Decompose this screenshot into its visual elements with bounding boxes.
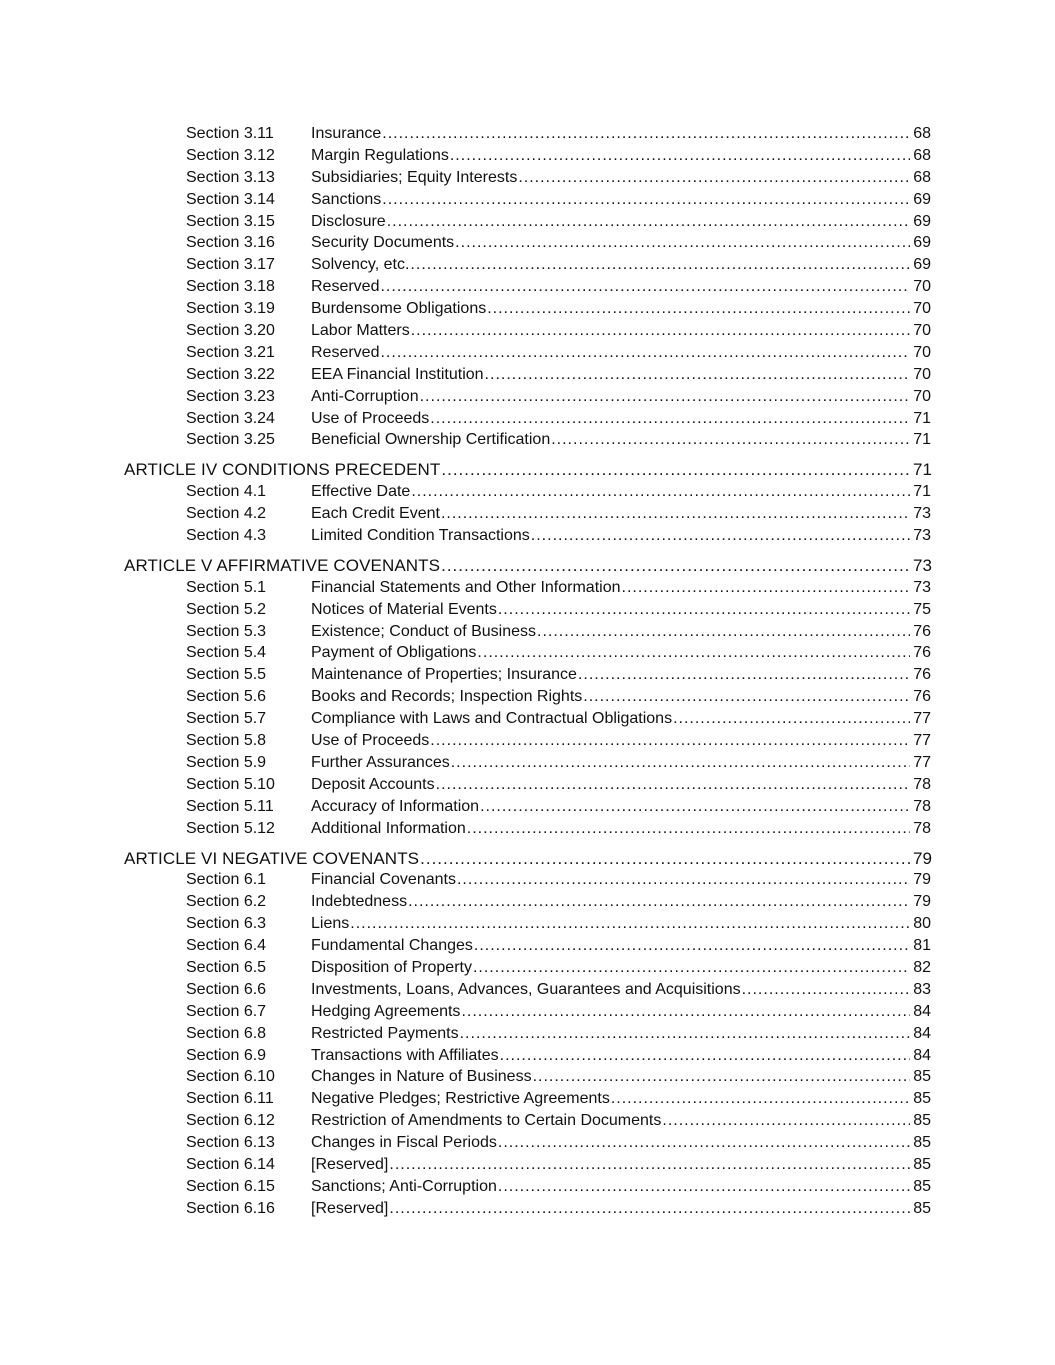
page-number: 81 [913, 937, 931, 955]
page-number: 80 [913, 915, 931, 933]
page-number: 70 [913, 387, 931, 405]
section-number: Section 3.11 [186, 125, 274, 142]
toc-section-entry[interactable] [0, 232, 1055, 254]
entry-title: Labor Matters [311, 322, 410, 340]
dot-leader [487, 298, 910, 320]
entry-title: Reserved [311, 343, 380, 361]
entry-title: Solvency, etc. [311, 256, 410, 274]
page-number: 77 [913, 710, 931, 728]
dot-leader [441, 459, 910, 481]
page-number: 85 [913, 1090, 931, 1108]
entry-title: Insurance [311, 125, 382, 142]
entry-title: [Reserved] [311, 1199, 389, 1217]
section-number: Section 5.3 [186, 622, 267, 640]
dot-leader [673, 708, 910, 730]
page-number: 78 [913, 775, 931, 793]
dot-leader [477, 642, 910, 664]
toc-section-entry[interactable] [0, 429, 1055, 451]
page-number: 70 [913, 343, 931, 361]
dot-leader [420, 386, 910, 408]
section-number: Section 5.11 [186, 797, 274, 815]
entry-title: Security Documents [311, 234, 455, 252]
section-number: Section 5.6 [186, 688, 267, 706]
entry-title: Changes in Nature of Business [311, 1068, 532, 1086]
dot-leader [533, 1066, 910, 1088]
entry-title: Indebtedness [311, 893, 408, 911]
toc-section-entry[interactable] [0, 481, 1055, 503]
page-number: 77 [913, 753, 931, 771]
section-number: Section 6.12 [186, 1112, 275, 1130]
dot-leader [474, 935, 910, 957]
section-number: Section 3.18 [186, 278, 275, 296]
entry-title: Use of Proceeds [311, 732, 430, 750]
toc-section-entry[interactable] [0, 913, 1055, 935]
page-number: 75 [913, 600, 931, 618]
section-number: Section 6.9 [186, 1046, 267, 1064]
entry-title: Existence; Conduct of Business [311, 622, 537, 640]
dot-leader [662, 1110, 910, 1132]
toc-section-entry[interactable] [0, 752, 1055, 774]
section-number: Section 5.5 [186, 666, 267, 684]
entry-title: Effective Date [311, 483, 411, 501]
toc-section-entry[interactable] [0, 1110, 1055, 1132]
entry-title: Hedging Agreements [311, 1002, 461, 1020]
page-number: 70 [913, 278, 931, 296]
entry-title: Accuracy of Information [311, 797, 480, 815]
section-number: Section 6.16 [186, 1199, 275, 1217]
page-number: 73 [913, 527, 931, 545]
dot-leader [411, 481, 910, 503]
toc-section-entry[interactable] [0, 642, 1055, 664]
entry-title: ARTICLE VI NEGATIVE COVENANTS [124, 848, 420, 868]
toc-section-entry[interactable] [0, 1066, 1055, 1088]
toc-section-entry[interactable] [0, 167, 1055, 189]
entry-title: Reserved [311, 278, 380, 296]
entry-title: Burdensome Obligations [311, 300, 487, 318]
dot-leader [410, 254, 910, 276]
page-number: 69 [913, 212, 931, 230]
dot-leader [436, 774, 910, 796]
section-number: Section 6.1 [186, 871, 267, 889]
dot-leader [389, 1198, 910, 1220]
page-number: 79 [913, 848, 933, 868]
section-number: Section 6.7 [186, 1002, 267, 1020]
entry-title: EEA Financial Institution [311, 365, 484, 383]
dot-leader [387, 211, 910, 233]
toc-section-entry[interactable] [0, 1176, 1055, 1198]
dot-leader [531, 525, 910, 547]
entry-title: Beneficial Ownership Certification [311, 431, 551, 449]
dot-leader [498, 1132, 910, 1154]
page-number: 85 [913, 1134, 931, 1152]
page-number: 77 [913, 732, 931, 750]
section-number: Section 3.15 [186, 212, 275, 230]
toc-section-entry[interactable] [0, 1132, 1055, 1154]
toc-section-entry[interactable] [0, 320, 1055, 342]
dot-leader [380, 276, 910, 298]
section-number: Section 6.4 [186, 937, 267, 955]
entry-title: Changes in Fiscal Periods [311, 1134, 497, 1152]
toc-section-entry[interactable] [0, 1198, 1055, 1220]
page-number: 76 [913, 622, 931, 640]
section-number: Section 6.6 [186, 980, 267, 998]
dot-leader [622, 577, 911, 599]
page-number: 71 [913, 431, 931, 449]
dot-leader [441, 555, 910, 577]
dot-leader [500, 1045, 910, 1067]
toc-section-entry[interactable] [0, 730, 1055, 752]
dot-leader [350, 913, 910, 935]
page-number: 84 [913, 1046, 931, 1064]
dot-leader [441, 503, 910, 525]
entry-title: ARTICLE V AFFIRMATIVE COVENANTS [124, 555, 441, 575]
section-number: Section 5.7 [186, 710, 267, 728]
dot-leader [389, 1154, 910, 1176]
page-number: 69 [913, 256, 931, 274]
dot-leader [460, 1023, 910, 1045]
toc-section-entry[interactable] [0, 408, 1055, 430]
section-number: Section 3.24 [186, 409, 275, 427]
toc-section-entry[interactable] [0, 1045, 1055, 1067]
section-number: Section 3.13 [186, 168, 275, 186]
toc-section-entry[interactable] [0, 503, 1055, 525]
page-number: 70 [913, 300, 931, 318]
section-number: Section 6.10 [186, 1068, 275, 1086]
toc-section-entry[interactable] [0, 1023, 1055, 1045]
page-number: 71 [913, 460, 933, 480]
entry-title: Financial Statements and Other Information [311, 578, 621, 596]
toc-article-entry[interactable] [0, 848, 1055, 870]
page-number: 85 [913, 1155, 931, 1173]
dot-leader [455, 232, 910, 254]
toc-section-entry[interactable] [0, 869, 1055, 891]
toc-section-entry[interactable] [0, 525, 1055, 547]
entry-title: Sanctions; Anti-Corruption [311, 1177, 497, 1195]
page-number: 73 [913, 555, 933, 575]
dot-leader [480, 796, 910, 818]
dot-leader [430, 408, 910, 430]
page-number: 71 [913, 483, 931, 501]
page-number: 76 [913, 688, 931, 706]
table-of-contents [0, 123, 1055, 1220]
section-number: Section 3.19 [186, 300, 275, 318]
section-number: Section 3.16 [186, 234, 275, 252]
page-number: 76 [913, 644, 931, 662]
dot-leader [420, 848, 910, 870]
toc-section-entry[interactable] [0, 599, 1055, 621]
section-number: Section 6.13 [186, 1134, 275, 1152]
entry-title: Margin Regulations [311, 146, 449, 164]
toc-section-entry[interactable] [0, 1154, 1055, 1176]
entry-title: Each Credit Event [311, 505, 440, 523]
page-number: 79 [913, 871, 931, 889]
section-number: Section 3.14 [186, 190, 275, 208]
entry-title: Restricted Payments [311, 1024, 459, 1042]
entry-title: Fundamental Changes [311, 937, 473, 955]
section-number: Section 3.17 [186, 256, 275, 274]
toc-section-entry[interactable] [0, 664, 1055, 686]
toc-section-entry[interactable] [0, 1088, 1055, 1110]
page-number: 84 [913, 1024, 931, 1042]
section-number: Section 6.5 [186, 958, 267, 976]
section-number: Section 6.2 [186, 893, 267, 911]
toc-article-entry[interactable] [0, 459, 1055, 481]
page-number: 73 [913, 578, 931, 596]
section-number: Section 3.22 [186, 365, 275, 383]
section-number: Section 6.8 [186, 1024, 267, 1042]
dot-leader [742, 979, 910, 1001]
dot-leader [551, 429, 910, 451]
entry-title: Transactions with Affiliates [311, 1046, 499, 1064]
entry-title: Deposit Accounts [311, 775, 435, 793]
toc-section-entry[interactable] [0, 774, 1055, 796]
page-number: 85 [913, 1112, 931, 1130]
toc-section-entry[interactable] [0, 189, 1055, 211]
toc-section-entry[interactable] [0, 342, 1055, 364]
toc-section-entry[interactable] [0, 935, 1055, 957]
section-number: Section 3.21 [186, 343, 275, 361]
entry-title: Use of Proceeds [311, 409, 430, 427]
entry-title: Disclosure [311, 212, 386, 230]
entry-title: ARTICLE IV CONDITIONS PRECEDENT [124, 460, 441, 480]
page-number: 71 [913, 409, 931, 427]
toc-section-entry[interactable] [0, 1001, 1055, 1023]
dot-leader [408, 891, 910, 913]
toc-section-entry[interactable] [0, 818, 1055, 840]
section-number: Section 5.8 [186, 732, 267, 750]
dot-leader [382, 123, 910, 145]
entry-title: Maintenance of Properties; Insurance [311, 666, 577, 684]
toc-section-entry[interactable] [0, 211, 1055, 233]
toc-section-entry[interactable] [0, 708, 1055, 730]
entry-title: Additional Information [311, 819, 466, 837]
dot-leader [611, 1088, 910, 1110]
page-number: 85 [913, 1199, 931, 1217]
dot-leader [537, 621, 910, 643]
entry-title: Subsidiaries; Equity Interests [311, 168, 518, 186]
dot-leader [578, 664, 910, 686]
toc-article-entry[interactable] [0, 555, 1055, 577]
section-number: Section 6.14 [186, 1155, 275, 1173]
page-number: 85 [913, 1177, 931, 1195]
toc-section-entry[interactable] [0, 123, 1055, 145]
dot-leader [450, 145, 910, 167]
dot-leader [430, 730, 910, 752]
toc-section-entry[interactable] [0, 957, 1055, 979]
dot-leader [518, 167, 910, 189]
entry-title: [Reserved] [311, 1155, 389, 1173]
dot-leader [583, 686, 910, 708]
page-number: 70 [913, 322, 931, 340]
dot-leader [473, 957, 910, 979]
entry-title: Disposition of Property [311, 958, 472, 976]
dot-leader [411, 320, 910, 342]
page-number: 84 [913, 1002, 931, 1020]
toc-section-entry[interactable] [0, 386, 1055, 408]
dot-leader [451, 752, 910, 774]
page-number: 79 [913, 893, 931, 911]
section-number: Section 4.1 [186, 483, 267, 501]
section-number: Section 5.4 [186, 644, 267, 662]
entry-title: Compliance with Laws and Contractual Obligations [311, 710, 673, 728]
entry-title: Restriction of Amendments to Certain Documents [311, 1112, 662, 1130]
page-number: 73 [913, 505, 931, 523]
section-number: Section 3.23 [186, 387, 275, 405]
dot-leader [461, 1001, 910, 1023]
section-number: Section 6.11 [186, 1090, 274, 1108]
toc-section-entry[interactable] [0, 145, 1055, 167]
toc-section-entry[interactable] [0, 364, 1055, 386]
section-number: Section 6.15 [186, 1177, 275, 1195]
toc-section-entry[interactable] [0, 796, 1055, 818]
page-number: 68 [913, 125, 931, 142]
page-number: 76 [913, 666, 931, 684]
entry-title: Financial Covenants [311, 871, 456, 889]
section-number: Section 3.12 [186, 146, 275, 164]
section-number: Section 3.20 [186, 322, 275, 340]
page-number: 70 [913, 365, 931, 383]
toc-section-entry[interactable] [0, 891, 1055, 913]
page-number: 68 [913, 146, 931, 164]
toc-section-entry[interactable] [0, 276, 1055, 298]
toc-section-entry[interactable] [0, 686, 1055, 708]
page-number: 69 [913, 190, 931, 208]
page-number: 82 [913, 958, 931, 976]
page-number: 85 [913, 1068, 931, 1086]
toc-section-entry[interactable] [0, 979, 1055, 1001]
toc-section-entry[interactable] [0, 298, 1055, 320]
section-number: Section 5.12 [186, 819, 275, 837]
dot-leader [382, 189, 910, 211]
section-number: Section 3.25 [186, 431, 275, 449]
section-number: Section 5.1 [186, 578, 267, 596]
entry-title: Further Assurances [311, 753, 450, 771]
page-number: 83 [913, 980, 931, 998]
dot-leader [457, 869, 910, 891]
entry-title: Sanctions [311, 190, 382, 208]
section-number: Section 4.3 [186, 527, 267, 545]
entry-title: Anti-Corruption [311, 387, 419, 405]
dot-leader [467, 818, 910, 840]
page-number: 78 [913, 819, 931, 837]
dot-leader [380, 342, 910, 364]
entry-title: Payment of Obligations [311, 644, 477, 662]
entry-title: Notices of Material Events [311, 600, 497, 618]
dot-leader [498, 1176, 910, 1198]
section-number: Section 6.3 [186, 915, 267, 933]
section-number: Section 5.9 [186, 753, 267, 771]
toc-section-entry[interactable] [0, 577, 1055, 599]
page-number: 78 [913, 797, 931, 815]
entry-title: Negative Pledges; Restrictive Agreements [311, 1090, 610, 1108]
entry-title: Investments, Loans, Advances, Guarantees and Acquisitions [311, 980, 741, 998]
toc-section-entry[interactable] [0, 254, 1055, 276]
section-number: Section 5.10 [186, 775, 275, 793]
entry-title: Limited Condition Transactions [311, 527, 530, 545]
entry-title: Liens [311, 915, 350, 933]
section-number: Section 5.2 [186, 600, 267, 618]
section-number: Section 4.2 [186, 505, 267, 523]
dot-leader [485, 364, 910, 386]
dot-leader [498, 599, 910, 621]
page-number: 69 [913, 234, 931, 252]
toc-section-entry[interactable] [0, 621, 1055, 643]
entry-title: Books and Records; Inspection Rights [311, 688, 583, 706]
page-number: 68 [913, 168, 931, 186]
